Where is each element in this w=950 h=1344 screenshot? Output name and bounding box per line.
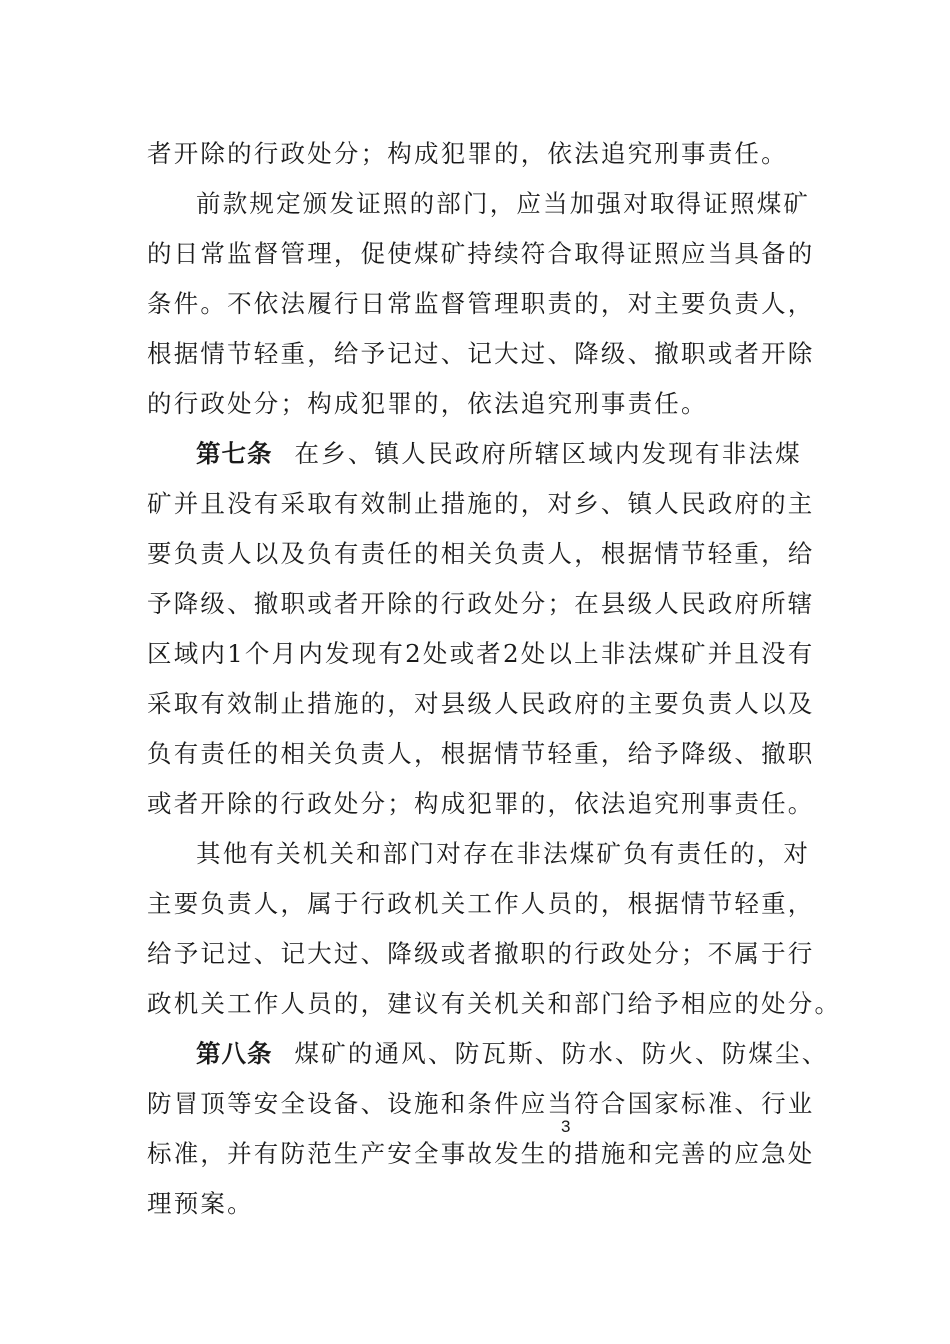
text-line: 在乡、镇人民政府所辖区域内发现有非法煤 xyxy=(294,439,802,468)
text-line: 者开除的行政处分；构成犯罪的，依法追究刑事责任。 xyxy=(147,139,788,168)
text-line: 负有责任的相关负责人，根据情节轻重，给予降级、撤职 xyxy=(147,739,815,768)
text-line: 前款规定颁发证照的部门，应当加强对取得证照煤矿 xyxy=(196,189,811,218)
text-line: 要负责人以及负有责任的相关负责人，根据情节轻重，给 xyxy=(147,539,815,568)
article-8-first-line xyxy=(196,1038,829,1070)
text-line: 理预案。 xyxy=(147,1189,254,1218)
text-line: 区域内1个月内发现有2处或者2处以上非法煤矿并且没有 xyxy=(147,639,815,668)
text-line: 主要负责人，属于行政机关工作人员的，根据情节轻重， xyxy=(147,889,815,918)
text-line: 或者开除的行政处分；构成犯罪的，依法追究刑事责任。 xyxy=(147,789,815,818)
text-line: 标准，并有防范生产安全事故发生的措施和完善的应急处 xyxy=(147,1139,815,1168)
text-line: 矿并且没有采取有效制止措施的，对乡、镇人民政府的主 xyxy=(147,489,815,518)
article-7-first-line xyxy=(196,438,826,470)
text-line: 的日常监督管理，促使煤矿持续符合取得证照应当具备的 xyxy=(147,239,815,268)
text-line: 其他有关机关和部门对存在非法煤矿负有责任的，对 xyxy=(196,839,811,868)
text-line: 煤矿的通风、防瓦斯、防水、防火、防煤尘、 xyxy=(294,1039,829,1068)
text-line: 给予记过、记大过、降级或者撤职的行政处分；不属于行 xyxy=(147,939,815,968)
text-line: 予降级、撤职或者开除的行政处分；在县级人民政府所辖 xyxy=(147,589,815,618)
article-7-heading: 第七条 xyxy=(196,439,273,468)
text-line: 根据情节轻重，给予记过、记大过、降级、撤职或者开除 xyxy=(147,339,815,368)
text-line: 的行政处分；构成犯罪的，依法追究刑事责任。 xyxy=(147,389,708,418)
text-line: 条件。不依法履行日常监督管理职责的，对主要负责人， xyxy=(147,289,815,318)
text-line: 防冒顶等安全设备、设施和条件应当符合国家标准、行业 xyxy=(147,1089,815,1118)
text-line: 采取有效制止措施的，对县级人民政府的主要负责人以及 xyxy=(147,689,815,718)
article-8-heading: 第八条 xyxy=(196,1039,273,1068)
page-number: 3 xyxy=(561,1117,571,1136)
text-line: 政机关工作人员的，建议有关机关和部门给予相应的处分。 xyxy=(147,989,842,1018)
